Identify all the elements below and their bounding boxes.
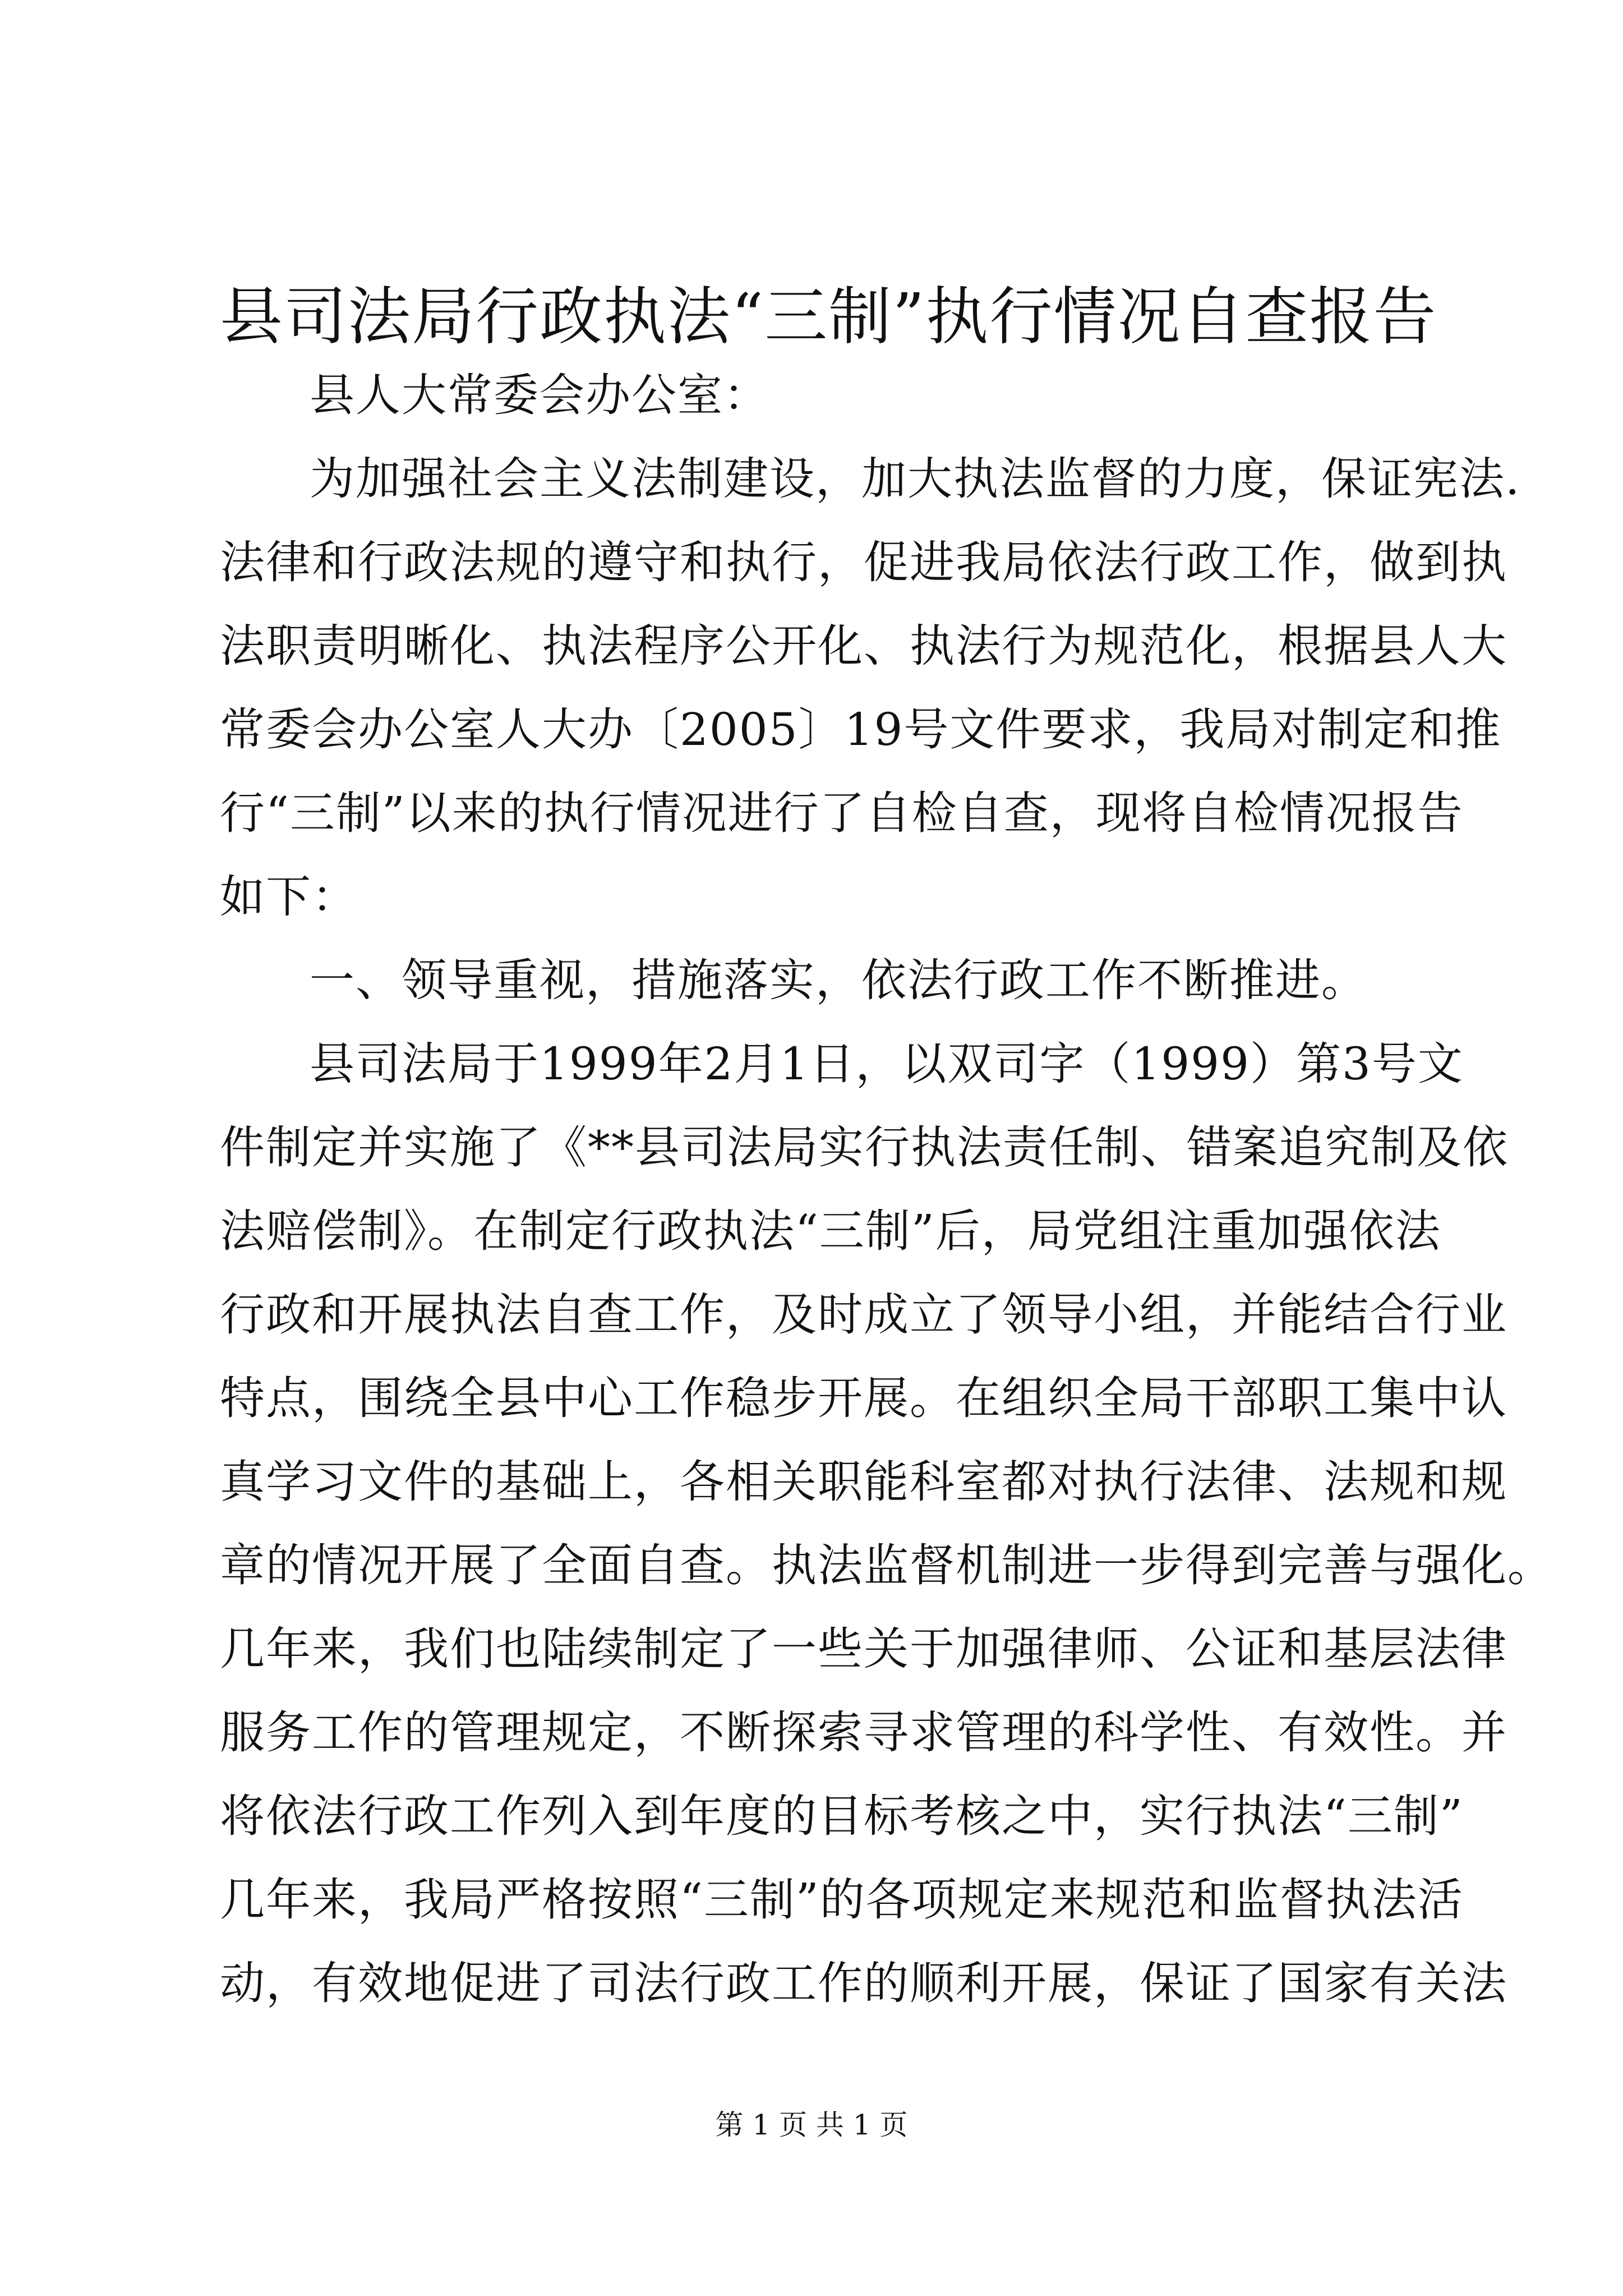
paragraph-line: 将依法行政工作列入到年度的目标考核之中，实行执法“三制” <box>220 1790 1464 1842</box>
paragraph-line: 动，有效地促进了司法行政工作的顺利开展，保证了国家有关法 <box>220 1957 1507 2009</box>
paragraph-line: 几年来，我局严格按照“三制”的各项规定来规范和监督执法活 <box>220 1874 1464 1926</box>
page-footer: 第 1 页 共 1 页 <box>715 2109 908 2141</box>
paragraph-line: 为加强社会主义法制建设，加大执法监督的力度，保证宪法. <box>310 453 1521 505</box>
section-heading: 一、领导重视，措施落实，依法行政工作不断推进。 <box>310 954 1367 1006</box>
paragraph-line: 真学习文件的基础上，各相关职能科室都对执行法律、法规和规 <box>220 1456 1507 1508</box>
paragraph-line: 件制定并实施了《**县司法局实行执法责任制、错案追究制及依 <box>220 1121 1509 1174</box>
paragraph-line: 特点，围绕全县中心工作稳步开展。在组织全局干部职工集中认 <box>220 1372 1507 1424</box>
paragraph-line: 如下： <box>220 871 358 923</box>
paragraph-line: 法职责明晰化、执法程序公开化、执法行为规范化，根据县人大 <box>220 620 1507 672</box>
document-title: 县司法局行政执法“三制”执行情况自查报告 <box>220 280 1437 353</box>
paragraph-line: 法赔偿制》。在制定行政执法“三制”后，局党组注重加强依法 <box>220 1205 1441 1257</box>
document-body <box>220 353 1553 2025</box>
paragraph-line: 常委会办公室人大办〔2005〕19号文件要求，我局对制定和推 <box>220 703 1502 756</box>
paragraph-line: 服务工作的管理规定，不断探索寻求管理的科学性、有效性。并 <box>220 1706 1507 1759</box>
paragraph-line: 行政和开展执法自查工作，及时成立了领导小组，并能结合行业 <box>220 1289 1507 1341</box>
paragraph-line: 几年来，我们也陆续制定了一些关于加强律师、公证和基层法律 <box>220 1623 1507 1675</box>
paragraph-line: 章的情况开展了全面自查。执法监督机制进一步得到完善与强化。 <box>220 1539 1553 1591</box>
paragraph-line: 法律和行政法规的遵守和执行，促进我局依法行政工作，做到执 <box>220 536 1507 588</box>
paragraph-line: 县司法局于1999年2月1日，以双司字（1999）第3号文 <box>310 1038 1464 1090</box>
salutation: 县人大常委会办公室： <box>310 369 769 421</box>
paragraph-line: 行“三制”以来的执行情况进行了自检自查，现将自检情况报告 <box>220 787 1464 839</box>
